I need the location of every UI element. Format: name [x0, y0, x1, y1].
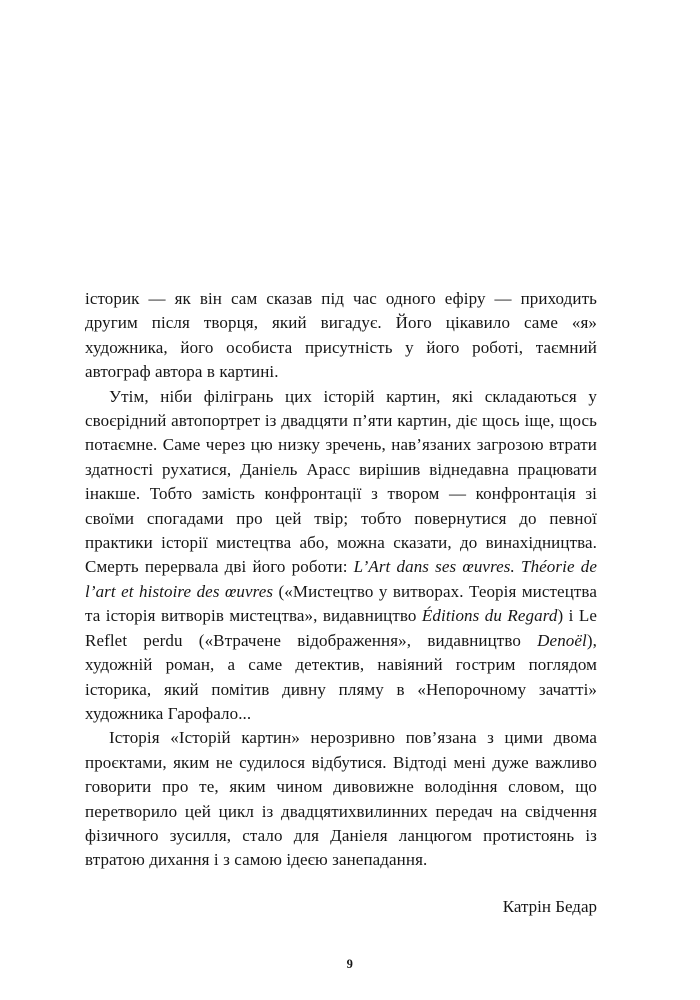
text-segment: ) і Le Reflet perdu («Втрачене відображення», видавництво [85, 606, 597, 650]
page-number: 9 [346, 957, 354, 971]
text-segment: Утім, ніби філігрань цих історій картин, які складаються у своєрідний автопортрет із двадцяти п’яти картин, діє щось іще, щось потаємне. Саме через цю низку зречень, нав’язаних загрозою втрати здатності рухатися, Даніель Арасс вирішив віднедавна працювати інакше. Тобто замість конфронтації з твором — конфронтація зі своїми спогадами про цей твір; тобто повернутися до певної практики історії мистецтва або, можна сказати, до винахідництва. Смерть перервала дві його роботи: [85, 386, 597, 577]
text-segment: історик — як він сам сказав під час одного ефіру — приходить другим після творця, який вигадує. Його цікавило саме «я» художника, його особиста присутність у його роботі, таємний автограф автора в картині. [85, 289, 597, 382]
page-text [85, 287, 597, 873]
paragraph [85, 726, 597, 872]
paragraph [85, 287, 597, 385]
text-segment: Історія «Історій картин» нерозривно пов’язана з цими двома проєктами, яким не судилося відбутися. Відтоді мені дуже важливо говорити про те, яким чином дивовижне володіння словом, що перетворило цей цикл із двадцятихвилинних передач на свідчення фізичного зусилля, стало для Даніеля ланцюгом протистоянь із втратою дихання і з самою ідеєю занепадання. [85, 728, 597, 870]
paragraph [85, 385, 597, 727]
text-segment: («Мистецтво у витворах. Теорія мистецтва та історія витворів мистецтва», видавництво [85, 581, 597, 626]
author-signature: Катрін Бедар [502, 897, 597, 916]
italic-text-segment: Éditions du Regard [421, 606, 558, 626]
text-segment: ), художній роман, а саме детектив, навіяний гострим поглядом історика, який помітив дивну пляму в «Непорочному зачатті» художника Гарофало... [85, 630, 597, 723]
italic-text-segment: Denoël [537, 630, 587, 650]
italic-text-segment: L’Art dans ses œuvres. Théorie de l’art et histoire des œuvres [85, 557, 597, 601]
